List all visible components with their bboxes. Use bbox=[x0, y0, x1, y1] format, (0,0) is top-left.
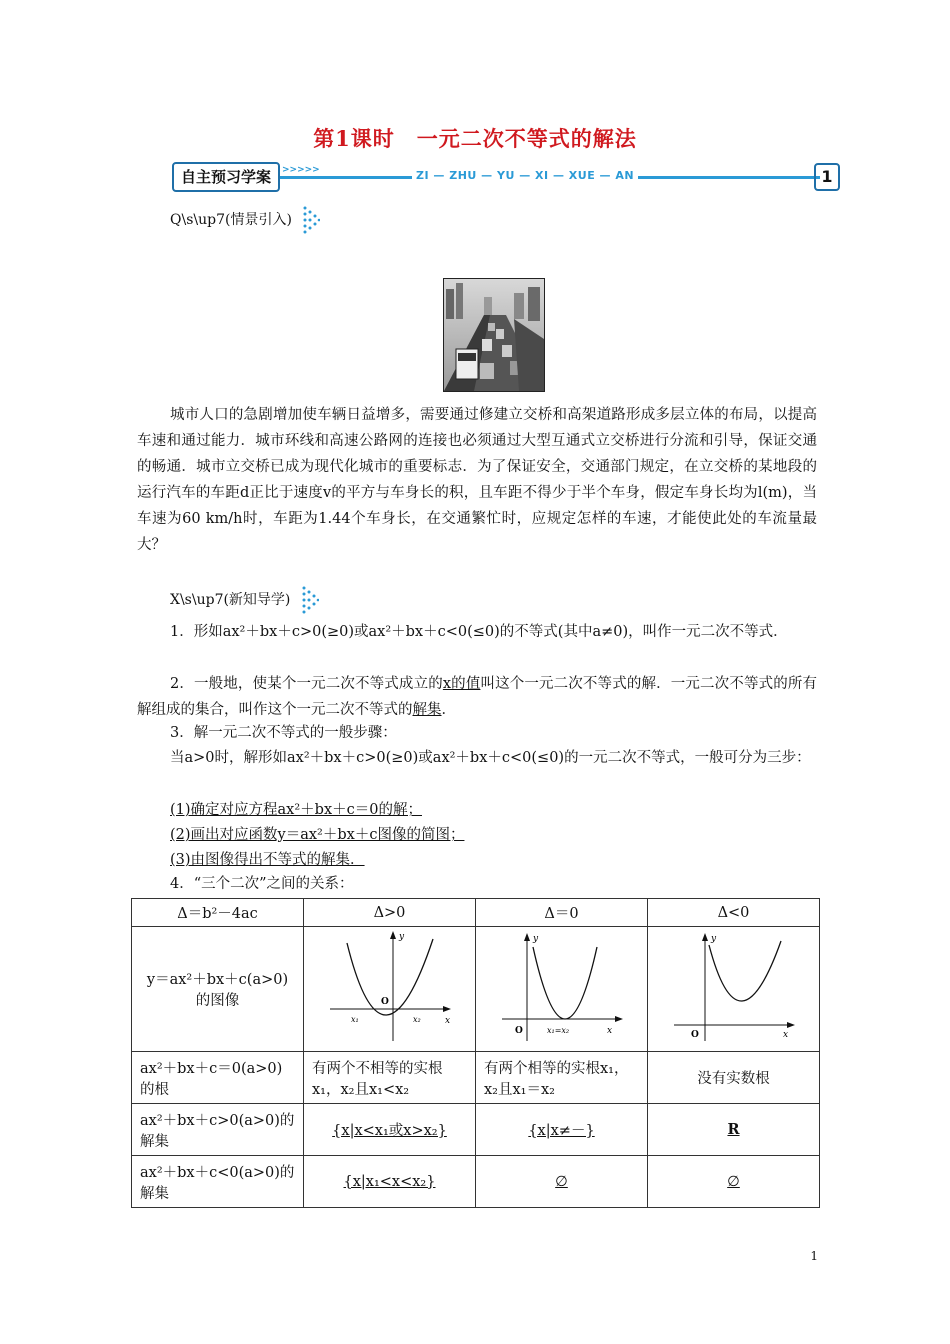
banner-label: 自主预习学案 bbox=[172, 162, 280, 192]
step-1 bbox=[170, 798, 850, 822]
y-axis-label: y bbox=[398, 932, 404, 942]
root-label: x₁=x₂ bbox=[546, 1026, 569, 1035]
point-3: 3．解一元二次不等式的一般步骤： bbox=[170, 725, 397, 741]
three-quadratics-table bbox=[131, 898, 820, 1208]
point-3-intro: 当a>0时，解形如ax²＋bx＋c>0(≥0)或ax²＋bx＋c<0(≤0)的一元二次不等式，一般可分为三步： bbox=[170, 750, 811, 766]
table-row bbox=[132, 927, 820, 1052]
table-cell bbox=[476, 1156, 648, 1208]
root-label: x₁ bbox=[350, 1015, 359, 1024]
graph-two-roots bbox=[304, 927, 476, 1052]
root-label: x₂ bbox=[412, 1015, 421, 1024]
step-1-text: (1)确定对应方程ax²＋bx＋c＝0的解； bbox=[170, 802, 422, 818]
section-heading-text: Q\s\up7(情景引入) bbox=[170, 212, 292, 228]
solution-set: ∅ bbox=[555, 1173, 568, 1190]
y-axis-label: y bbox=[532, 934, 538, 944]
chevron-right-icon bbox=[302, 205, 320, 235]
x-axis-label: x bbox=[444, 1016, 450, 1026]
point-2-underline-2: 解集 bbox=[412, 702, 442, 718]
table-cell bbox=[648, 1156, 820, 1208]
table-row bbox=[132, 1156, 820, 1208]
parabola-graph bbox=[497, 929, 627, 1045]
section-heading-text: X\s\up7(新知导学) bbox=[170, 592, 291, 608]
step-3-text: (3)由图像得出不等式的解集． bbox=[170, 852, 365, 868]
table-cell: y＝ax²＋bx＋c(a>0)的图像 bbox=[132, 927, 304, 1052]
page-title: 第1课时 一元二次不等式的解法 bbox=[313, 126, 637, 151]
section-heading-intro bbox=[170, 205, 320, 235]
origin-label: O bbox=[514, 1026, 523, 1036]
section-heading-new bbox=[170, 585, 319, 615]
table-cell: 没有实数根 bbox=[648, 1052, 820, 1104]
table-cell: ax²＋bx＋c>0(a>0)的解集 bbox=[132, 1104, 304, 1156]
point-2-text-a: 2．一般地，使某个一元二次不等式成立的 bbox=[170, 676, 443, 692]
chevron-right-icon bbox=[301, 585, 319, 615]
x-axis-label: x bbox=[606, 1026, 612, 1036]
point-2-text-b: 叫这个一元二次不等式的解．一元二次不等式的所有解组成的集合，叫作这个一元二次不等式的 bbox=[137, 676, 817, 718]
intro-paragraph: 城市人口的急剧增加使车辆日益增多，需要通过修建立交桥和高架道路形成多层立体的布局，以提高车速和通过能力．城市环线和高速公路网的连接也必须通过大型互通式立交桥进行分流和引导，保证交通的畅通．城市立交桥已成为现代化城市的重要标志．为了保证安全，交通部门规定，在立交桥的某地段的运行汽车的车距d正比于速度v的平方与车身长的积，且车距不得少于半个车身，假定车身长均为l(m)，当车速为60 km/h时，车距为1.44个车身长，在交通繁忙时，应规定怎样的车速，才能使此处的车流量最大？ bbox=[137, 407, 817, 553]
table-row bbox=[132, 1052, 820, 1104]
step-3 bbox=[170, 848, 850, 872]
solution-set: ∅ bbox=[727, 1173, 740, 1190]
section-banner bbox=[172, 162, 840, 192]
graph-double-root bbox=[476, 927, 648, 1052]
origin-label: O bbox=[380, 997, 389, 1007]
table-cell bbox=[304, 1104, 476, 1156]
parabola-graph bbox=[669, 929, 799, 1045]
table-cell: ax²＋bx＋c<0(a>0)的解集 bbox=[132, 1156, 304, 1208]
table-row bbox=[132, 899, 820, 927]
solution-set: {x|x₁<x<x₂} bbox=[343, 1173, 436, 1190]
step-2 bbox=[170, 823, 850, 847]
point-1: 1．形如ax²＋bx＋c>0(≥0)或ax²＋bx＋c<0(≤0)的不等式(其中a≠0)，叫作一元二次不等式． bbox=[170, 624, 788, 640]
point-2-text-c: ． bbox=[441, 702, 456, 718]
banner-number: 1 bbox=[814, 163, 840, 191]
banner-pinyin: ZI — ZHU — YU — XI — XUE — AN bbox=[412, 169, 638, 182]
table-cell bbox=[476, 1104, 648, 1156]
table-header: Δ>0 bbox=[304, 899, 476, 927]
table-cell bbox=[304, 1156, 476, 1208]
table-row bbox=[132, 1104, 820, 1156]
y-axis-label: y bbox=[710, 934, 716, 944]
parabola-graph bbox=[325, 929, 455, 1045]
table-cell: ax²＋bx＋c＝0(a>0)的根 bbox=[132, 1052, 304, 1104]
point-2 bbox=[137, 671, 817, 723]
point-2-underline-1: x的值 bbox=[442, 676, 481, 692]
step-2-text: (2)画出对应函数y＝ax²＋bx＋c图像的简图； bbox=[170, 827, 465, 843]
page-number: 1 bbox=[810, 1249, 818, 1263]
solution-set: R bbox=[727, 1121, 740, 1138]
solution-set: {x|x<x₁或x>x₂} bbox=[332, 1123, 447, 1139]
table-header: Δ＝b²－4ac bbox=[132, 899, 304, 927]
x-axis-label: x bbox=[782, 1030, 788, 1040]
table-header: Δ＝0 bbox=[476, 899, 648, 927]
table-cell bbox=[648, 1104, 820, 1156]
table-cell: 有两个相等的实根x₁，x₂且x₁＝x₂ bbox=[476, 1052, 648, 1104]
solution-set: {x|x≠－} bbox=[528, 1123, 595, 1139]
table-header: Δ<0 bbox=[648, 899, 820, 927]
origin-label: O bbox=[690, 1030, 699, 1040]
graph-no-root bbox=[648, 927, 820, 1052]
traffic-photo bbox=[443, 278, 545, 392]
banner-arrows: >>>>> bbox=[282, 165, 320, 175]
point-4: 4．“三个二次”之间的关系： bbox=[170, 876, 354, 892]
table-cell: 有两个不相等的实根x₁，x₂且x₁<x₂ bbox=[304, 1052, 476, 1104]
